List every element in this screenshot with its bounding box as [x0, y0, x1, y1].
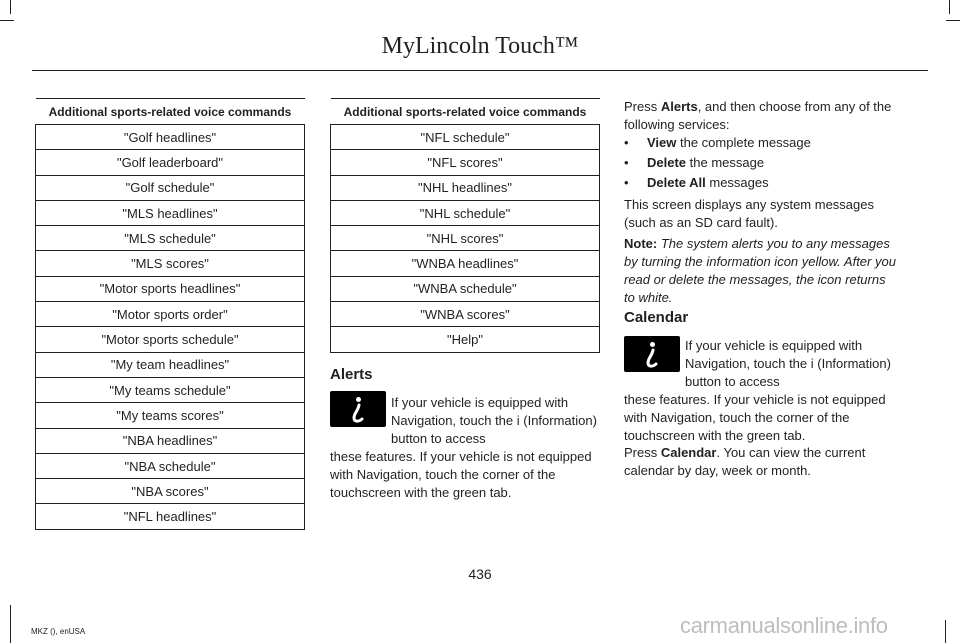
- bullet-glyph: •: [624, 155, 629, 170]
- table-row: [36, 479, 305, 504]
- table-row: [36, 276, 305, 301]
- table-cell: "NFL scores": [331, 150, 600, 175]
- list-item: • Delete All messages: [624, 175, 769, 190]
- table-row: [331, 327, 600, 352]
- table-row: [36, 504, 305, 529]
- alerts-button-ref: Alerts: [660, 99, 698, 114]
- bullet-glyph: •: [624, 175, 629, 190]
- table-row: [36, 200, 305, 225]
- table-cell: "Motor sports schedule": [36, 327, 305, 352]
- table-body: [331, 125, 600, 353]
- table-cell: "My team headlines": [36, 352, 305, 377]
- table-row: [331, 200, 600, 225]
- table-row: [36, 403, 305, 428]
- bullet-glyph: •: [624, 135, 629, 150]
- watermark: carmanualsonline.info: [680, 613, 888, 638]
- table-row: [36, 302, 305, 327]
- information-icon: [330, 391, 386, 427]
- document-code: MKZ (), enUSA: [31, 627, 86, 636]
- calendar-body-text: these features. If your vehicle is not equipped with Navigation, touch the corner of the touchscreen with the green tab.: [624, 392, 886, 443]
- table-cell: "NHL scores": [331, 226, 600, 251]
- alerts-body-text: these features. If your vehicle is not equipped with Navigation, touch the corner of the touchscreen with the green tab.: [330, 449, 592, 500]
- table-row: [331, 276, 600, 301]
- list-item: • Delete the message: [624, 155, 765, 170]
- page-title: MyLincoln Touch™: [381, 33, 579, 59]
- table-cell: "Help": [331, 327, 600, 352]
- page-number: 436: [468, 566, 492, 582]
- table-cell: "NHL schedule": [331, 200, 600, 225]
- table-row: [36, 377, 305, 402]
- table-cell: "Golf headlines": [36, 125, 305, 150]
- crop-mark: [10, 605, 11, 643]
- table-cell: "WNBA schedule": [331, 276, 600, 301]
- table-cell: "NBA scores": [36, 479, 305, 504]
- voice-commands-table-middle: [330, 98, 600, 353]
- calendar-press-text: Press Calendar. You can view the current calendar by day, week or month.: [624, 445, 866, 478]
- table-row: [331, 150, 600, 175]
- table-cell: "NHL headlines": [331, 175, 600, 200]
- table-header: Additional sports-related voice commands: [331, 99, 600, 125]
- table-row: [36, 453, 305, 478]
- table-row: [36, 251, 305, 276]
- table-cell: "MLS scores": [36, 251, 305, 276]
- table-cell: "Golf leaderboard": [36, 150, 305, 175]
- calendar-button-ref: Calendar: [660, 445, 717, 460]
- table-row: [331, 226, 600, 251]
- table-row: [36, 352, 305, 377]
- header-divider: [32, 70, 928, 71]
- table-cell: "MLS headlines": [36, 200, 305, 225]
- table-row: [36, 125, 305, 150]
- voice-commands-table-left: [35, 98, 305, 530]
- table-row: [331, 251, 600, 276]
- table-cell: "NBA headlines": [36, 428, 305, 453]
- crop-mark: [10, 0, 11, 14]
- crop-mark: [946, 20, 960, 21]
- alerts-heading: Alerts: [330, 366, 373, 383]
- note-text: Note: The system alerts you to any messages by turning the information icon yellow. After you read or delete the messages, the icon returns to white.: [624, 236, 896, 305]
- system-messages-text: This screen displays any system messages (such as an SD card fault).: [624, 197, 874, 230]
- table-cell: "WNBA scores": [331, 302, 600, 327]
- crop-mark: [0, 20, 14, 21]
- calendar-wrap-text: If your vehicle is equipped with Navigation, touch the i (Information) button to access: [685, 338, 891, 389]
- crop-mark: [949, 0, 950, 14]
- table-cell: "WNBA headlines": [331, 251, 600, 276]
- table-cell: "NFL schedule": [331, 125, 600, 150]
- table-cell: "MLS schedule": [36, 226, 305, 251]
- table-cell: "Golf schedule": [36, 175, 305, 200]
- table-row: [331, 302, 600, 327]
- table-cell: "My teams scores": [36, 403, 305, 428]
- crop-mark: [945, 620, 946, 643]
- table-cell: "Motor sports headlines": [36, 276, 305, 301]
- list-item: • View the complete message: [624, 135, 811, 150]
- table-row: [36, 428, 305, 453]
- table-body: [36, 125, 305, 530]
- table-cell: "Motor sports order": [36, 302, 305, 327]
- table-cell: "NFL headlines": [36, 504, 305, 529]
- table-row: [331, 125, 600, 150]
- table-header: Additional sports-related voice commands: [36, 99, 305, 125]
- table-cell: "NBA schedule": [36, 453, 305, 478]
- table-row: [36, 150, 305, 175]
- table-row: [36, 226, 305, 251]
- information-icon: [624, 336, 680, 372]
- table-row: [36, 175, 305, 200]
- calendar-heading: Calendar: [624, 309, 689, 326]
- service-list: [624, 134, 894, 194]
- alerts-intro: Press Alerts, and then choose from any of the following services:: [624, 99, 892, 132]
- table-row: [36, 327, 305, 352]
- alerts-wrap-text: If your vehicle is equipped with Navigation, touch the i (Information) button to access: [391, 395, 597, 446]
- table-row: [331, 175, 600, 200]
- table-cell: "My teams schedule": [36, 377, 305, 402]
